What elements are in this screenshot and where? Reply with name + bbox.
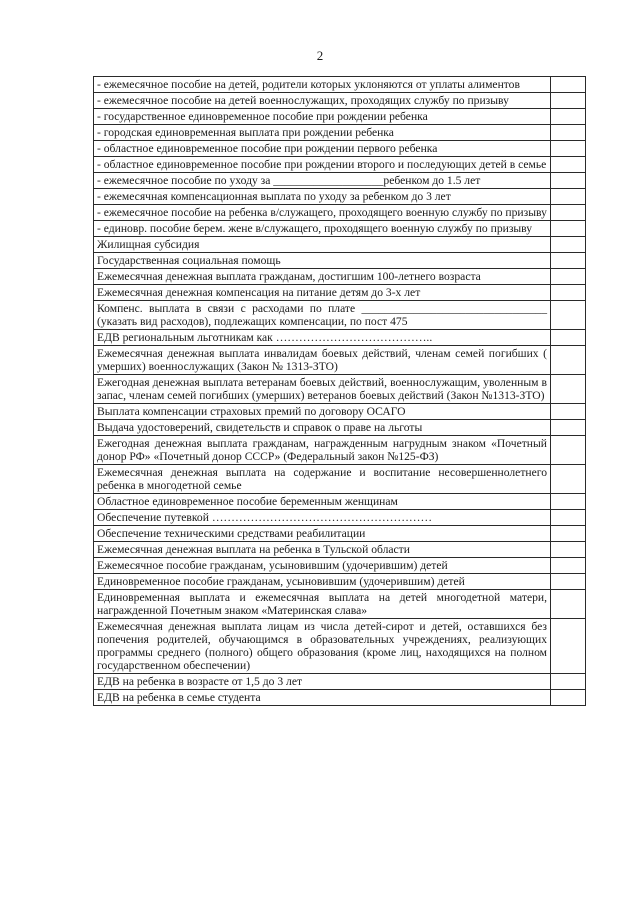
mark-cell[interactable] bbox=[551, 205, 586, 221]
benefit-description-cell: Областное единовременное пособие беременным женщинам bbox=[94, 494, 551, 510]
mark-cell[interactable] bbox=[551, 436, 586, 465]
benefit-description-cell: - областное единовременное пособие при рождении второго и последующих детей в семье bbox=[94, 157, 551, 173]
table-row bbox=[94, 237, 586, 253]
table-row bbox=[94, 253, 586, 269]
table-row bbox=[94, 346, 586, 375]
benefit-description-cell: Ежегодная денежная выплата гражданам, награжденным нагрудным знаком «Почетный донор РФ» «Почетный донор СССР» (Федеральный закон №125-ФЗ) bbox=[94, 436, 551, 465]
table-row bbox=[94, 420, 586, 436]
mark-cell[interactable] bbox=[551, 189, 586, 205]
table-row bbox=[94, 205, 586, 221]
benefit-description-cell: ЕДВ на ребенка в семье студента bbox=[94, 690, 551, 706]
table-row bbox=[94, 404, 586, 420]
benefit-description-cell: Жилищная субсидия bbox=[94, 237, 551, 253]
mark-cell[interactable] bbox=[551, 494, 586, 510]
table-row bbox=[94, 141, 586, 157]
table-row bbox=[94, 542, 586, 558]
mark-cell[interactable] bbox=[551, 558, 586, 574]
table-row bbox=[94, 189, 586, 205]
table-row bbox=[94, 590, 586, 619]
benefit-description-cell: Выплата компенсации страховых премий по договору ОСАГО bbox=[94, 404, 551, 420]
table-row bbox=[94, 465, 586, 494]
mark-cell[interactable] bbox=[551, 221, 586, 237]
benefit-description-cell: Ежемесячная денежная компенсация на питание детям до 3-х лет bbox=[94, 285, 551, 301]
benefit-description-cell: Ежегодная денежная выплата ветеранам боевых действий, военнослужащим, уволенным в запас, членам семей погибших (умерших) ветеранов боевых действий (Закон №1313-ЗТО) bbox=[94, 375, 551, 404]
benefit-description-cell: Ежемесячная денежная выплата инвалидам боевых действий, членам семей погибших ( умерших) военнослужащих (Закон № 1313-ЗТО) bbox=[94, 346, 551, 375]
table-row bbox=[94, 301, 586, 330]
mark-cell[interactable] bbox=[551, 93, 586, 109]
benefit-description-cell: - ежемесячная компенсационная выплата по уходу за ребенком до 3 лет bbox=[94, 189, 551, 205]
benefit-description-cell: - ежемесячное пособие на детей военнослужащих, проходящих службу по призыву bbox=[94, 93, 551, 109]
benefit-description-cell: - ежемесячное пособие на ребенка в/служащего, проходящего военную службу по призыву bbox=[94, 205, 551, 221]
mark-cell[interactable] bbox=[551, 590, 586, 619]
mark-cell[interactable] bbox=[551, 77, 586, 93]
mark-cell[interactable] bbox=[551, 173, 586, 189]
benefit-description-cell: Единовременное пособие гражданам, усыновившим (удочерившим) детей bbox=[94, 574, 551, 590]
table-row bbox=[94, 157, 586, 173]
benefit-description-cell: Ежемесячная денежная выплата на содержание и воспитание несовершеннолетнего ребенка в многодетной семье bbox=[94, 465, 551, 494]
benefit-description-cell: ЕДВ на ребенка в возрасте от 1,5 до 3 лет bbox=[94, 674, 551, 690]
mark-cell[interactable] bbox=[551, 574, 586, 590]
benefit-description-cell: Ежемесячная денежная выплата гражданам, достигшим 100-летнего возраста bbox=[94, 269, 551, 285]
table-row bbox=[94, 173, 586, 189]
mark-cell[interactable] bbox=[551, 157, 586, 173]
table-row bbox=[94, 109, 586, 125]
table-row bbox=[94, 436, 586, 465]
mark-cell[interactable] bbox=[551, 269, 586, 285]
mark-cell[interactable] bbox=[551, 253, 586, 269]
table-row bbox=[94, 93, 586, 109]
table-row bbox=[94, 510, 586, 526]
table-row bbox=[94, 77, 586, 93]
mark-cell[interactable] bbox=[551, 141, 586, 157]
table-row bbox=[94, 526, 586, 542]
benefit-description-cell: Ежемесячная денежная выплата лицам из числа детей-сирот и детей, оставшихся без попечения родителей, обучающимся в образовательных учреждениях, реализующих программы среднего (полного) общего образования (кроме лиц, находящихся на полном государственном обеспечении) bbox=[94, 619, 551, 674]
mark-cell[interactable] bbox=[551, 301, 586, 330]
table-row bbox=[94, 690, 586, 706]
benefit-description-cell: - городская единовременная выплата при рождении ребенка bbox=[94, 125, 551, 141]
benefit-description-cell: - ежемесячное пособие на детей, родители которых уклоняются от уплаты алиментов bbox=[94, 77, 551, 93]
table-row bbox=[94, 494, 586, 510]
mark-cell[interactable] bbox=[551, 619, 586, 674]
table-row bbox=[94, 330, 586, 346]
table-row bbox=[94, 558, 586, 574]
mark-cell[interactable] bbox=[551, 109, 586, 125]
mark-cell[interactable] bbox=[551, 465, 586, 494]
benefit-description-cell: - ежемесячное пособие по уходу за ___________________ребенком до 1.5 лет bbox=[94, 173, 551, 189]
mark-cell[interactable] bbox=[551, 690, 586, 706]
mark-cell[interactable] bbox=[551, 542, 586, 558]
mark-cell[interactable] bbox=[551, 346, 586, 375]
mark-cell[interactable] bbox=[551, 237, 586, 253]
benefit-description-cell: Ежемесячная денежная выплата на ребенка в Тульской области bbox=[94, 542, 551, 558]
benefit-description-cell: Государственная социальная помощь bbox=[94, 253, 551, 269]
benefits-table-body bbox=[94, 77, 586, 706]
table-row bbox=[94, 269, 586, 285]
table-row bbox=[94, 674, 586, 690]
mark-cell[interactable] bbox=[551, 510, 586, 526]
table-row bbox=[94, 375, 586, 404]
benefit-description-cell: - государственное единовременное пособие при рождении ребенка bbox=[94, 109, 551, 125]
table-row bbox=[94, 125, 586, 141]
table-row bbox=[94, 285, 586, 301]
mark-cell[interactable] bbox=[551, 404, 586, 420]
mark-cell[interactable] bbox=[551, 330, 586, 346]
benefit-description-cell: Компенс. выплата в связи с расходами по плате ________________________________ (указать вид расходов), подлежащих компенсации, по пост 475 bbox=[94, 301, 551, 330]
benefits-table bbox=[93, 76, 586, 706]
mark-cell[interactable] bbox=[551, 674, 586, 690]
table-row bbox=[94, 574, 586, 590]
benefit-description-cell: Единовременная выплата и ежемесячная выплата на детей многодетной матери, награжденной Почетным знаком «Материнская слава» bbox=[94, 590, 551, 619]
mark-cell[interactable] bbox=[551, 526, 586, 542]
benefit-description-cell: Ежемесячное пособие гражданам, усыновившим (удочерившим) детей bbox=[94, 558, 551, 574]
mark-cell[interactable] bbox=[551, 125, 586, 141]
mark-cell[interactable] bbox=[551, 285, 586, 301]
benefit-description-cell: - областное единовременное пособие при рождении первого ребенка bbox=[94, 141, 551, 157]
page-number: 2 bbox=[316, 48, 324, 63]
mark-cell[interactable] bbox=[551, 420, 586, 436]
table-row bbox=[94, 619, 586, 674]
table-row bbox=[94, 221, 586, 237]
mark-cell[interactable] bbox=[551, 375, 586, 404]
benefit-description-cell: Выдача удостоверений, свидетельств и справок о праве на льготы bbox=[94, 420, 551, 436]
benefit-description-cell: - единовр. пособие берем. жене в/служащего, проходящего военную службу по призыву bbox=[94, 221, 551, 237]
benefit-description-cell: Обеспечение техническими средствами реабилитации bbox=[94, 526, 551, 542]
benefit-description-cell: ЕДВ региональным льготникам как ………………………………….. bbox=[94, 330, 551, 346]
benefit-description-cell: Обеспечение путевкой ………………………………………………… bbox=[94, 510, 551, 526]
